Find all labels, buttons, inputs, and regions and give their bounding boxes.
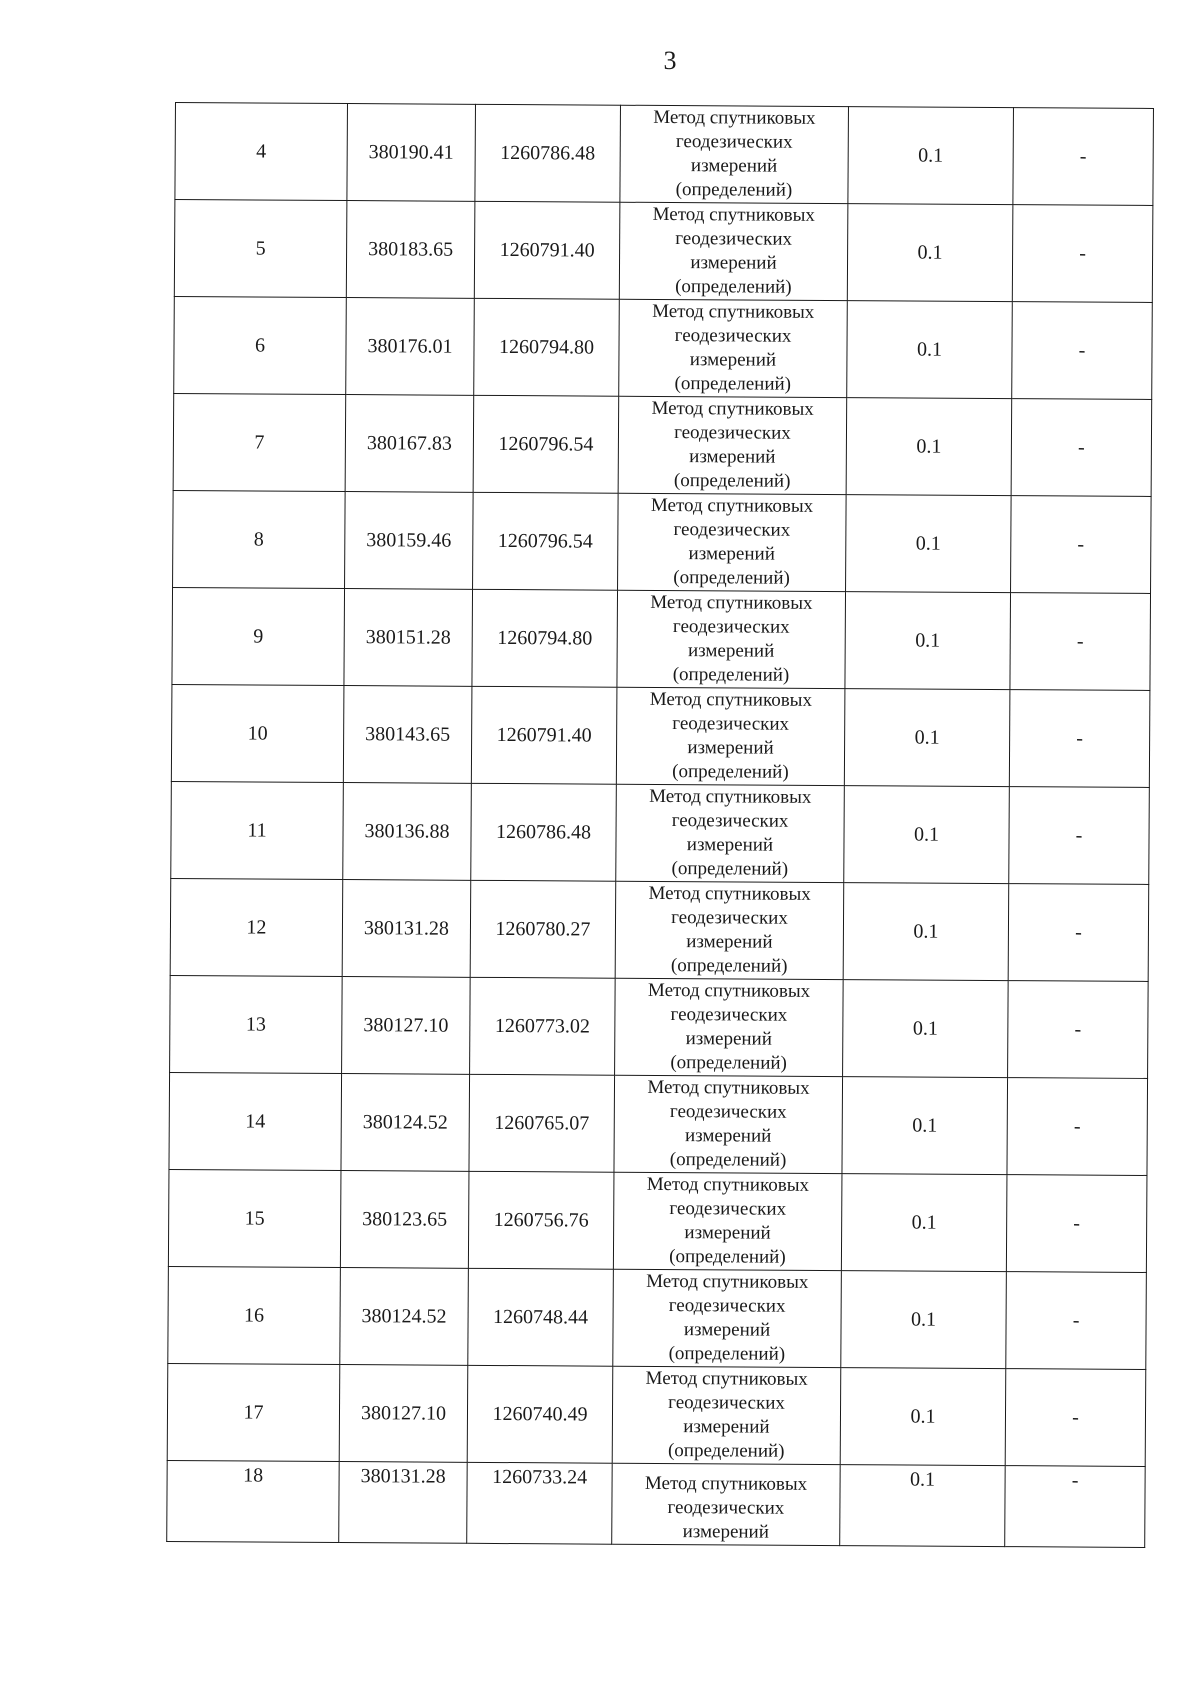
accuracy-cell: 0.1: [846, 398, 1012, 496]
method-cell: [618, 396, 847, 494]
method-line: геодезических: [672, 616, 790, 638]
point-number-cell: 5: [174, 200, 347, 298]
description-cell: -: [1009, 690, 1150, 788]
point-number-cell: 15: [168, 1169, 341, 1267]
point-number-cell: 13: [170, 975, 343, 1073]
method-line: измерений: [690, 155, 778, 177]
accuracy-cell: 0.1: [844, 689, 1010, 787]
method-line: (определений): [672, 761, 789, 783]
method-line: геодезических: [668, 1392, 785, 1414]
x-coordinate-cell: 380123.65: [340, 1171, 469, 1269]
point-number-cell: 18: [167, 1460, 339, 1542]
method-line: Метод спутниковых: [652, 203, 816, 226]
table-row: [167, 1363, 1146, 1466]
description-cell: -: [1007, 1078, 1148, 1176]
method-cell: [615, 978, 844, 1076]
method-line: Метод спутниковых: [651, 397, 814, 420]
method-line: измерений: [687, 737, 774, 759]
x-coordinate-cell: 380131.28: [342, 880, 471, 978]
description-cell: -: [1008, 884, 1149, 982]
y-coordinate-cell: 1260791.40: [474, 201, 620, 299]
method-line: (определений): [673, 567, 790, 589]
method-line: геодезических: [673, 519, 791, 541]
method-cell: [612, 1463, 840, 1545]
method-line: (определений): [669, 1149, 787, 1171]
method-cell: [613, 1269, 842, 1367]
method-line: измерений: [686, 931, 773, 953]
table-row: [175, 103, 1154, 206]
method-line: геодезических: [671, 907, 788, 929]
point-number-cell: 14: [169, 1072, 342, 1170]
point-number-cell: 4: [175, 103, 348, 201]
point-number-cell: 9: [172, 587, 345, 685]
method-line: (определений): [672, 664, 790, 686]
page-number: 3: [663, 46, 677, 75]
y-coordinate-cell: 1260791.40: [471, 686, 617, 784]
method-line: геодезических: [675, 228, 793, 250]
method-cell: [615, 881, 844, 979]
method-line: измерений: [685, 1028, 773, 1050]
method-line: геодезических: [672, 713, 790, 735]
y-coordinate-cell: 1260773.02: [470, 977, 616, 1075]
y-coordinate-cell: 1260748.44: [468, 1268, 614, 1366]
table-row: [174, 296, 1153, 399]
method-line: Метод спутниковых: [653, 106, 816, 129]
method-line: геодезических: [668, 1295, 786, 1317]
method-line: измерений: [689, 446, 776, 468]
y-coordinate-cell: 1260794.80: [474, 298, 620, 396]
method-line: геодезических: [675, 131, 793, 153]
method-cell: [616, 687, 845, 785]
method-line: измерений: [688, 543, 775, 565]
method-cell: [619, 202, 848, 300]
point-number-cell: 10: [171, 684, 344, 782]
method-cell: [617, 590, 846, 688]
method-line: геодезических: [674, 422, 791, 444]
table-row: [167, 1460, 1145, 1547]
method-line: геодезических: [669, 1101, 787, 1123]
method-cell: [619, 299, 848, 397]
method-line: Метод спутниковых: [647, 1076, 810, 1099]
point-number-cell: 7: [173, 393, 346, 491]
method-cell: [614, 1075, 843, 1173]
description-cell: -: [1005, 1466, 1145, 1548]
method-line: Метод спутниковых: [648, 882, 811, 905]
method-line: измерений: [686, 834, 774, 856]
method-line: Метод спутниковых: [650, 591, 813, 614]
method-line: геодезических: [667, 1497, 785, 1519]
method-line: Метод спутниковых: [646, 1173, 810, 1196]
y-coordinate-cell: 1260740.49: [467, 1365, 613, 1463]
method-cell: [613, 1172, 842, 1270]
accuracy-cell: 0.1: [846, 495, 1012, 593]
table-row: [170, 975, 1149, 1078]
table-row: [173, 393, 1152, 496]
accuracy-cell: 0.1: [847, 204, 1013, 302]
table-row: [172, 587, 1151, 690]
method-line: (определений): [673, 470, 791, 492]
method-line: (определений): [668, 1343, 786, 1365]
description-cell: -: [1011, 496, 1152, 594]
y-coordinate-cell: 1260786.48: [471, 783, 617, 881]
accuracy-cell: 0.1: [848, 107, 1014, 205]
method-line: Метод спутниковых: [644, 1472, 808, 1495]
table-row: [171, 781, 1150, 884]
table-row: [170, 878, 1149, 981]
accuracy-cell: 0.1: [847, 301, 1013, 399]
method-line: измерений: [683, 1319, 771, 1341]
method-line: геодезических: [671, 810, 789, 832]
method-line: (определений): [670, 1052, 787, 1074]
point-number-cell: 11: [171, 781, 344, 879]
x-coordinate-cell: 380124.52: [341, 1074, 470, 1172]
coordinates-table: [166, 102, 1154, 1548]
method-line: (определений): [675, 276, 792, 298]
accuracy-cell: 0.1: [842, 1077, 1008, 1175]
method-line: (определений): [674, 373, 792, 395]
table-row: [171, 684, 1150, 787]
method-cell: [616, 784, 845, 882]
method-line: измерений: [690, 252, 777, 274]
method-line: Метод спутниковых: [646, 1270, 809, 1293]
method-line: измерений: [684, 1222, 771, 1244]
description-cell: -: [1005, 1369, 1146, 1467]
point-number-cell: 17: [167, 1363, 340, 1461]
x-coordinate-cell: 380190.41: [347, 104, 476, 202]
y-coordinate-cell: 1260796.54: [473, 492, 619, 590]
accuracy-cell: 0.1: [841, 1174, 1007, 1272]
point-number-cell: 6: [174, 296, 347, 394]
accuracy-cell: 0.1: [840, 1368, 1006, 1466]
method-line: измерений: [683, 1416, 770, 1438]
description-cell: -: [1008, 981, 1149, 1079]
y-coordinate-cell: 1260794.80: [472, 589, 618, 687]
table-body: [167, 103, 1154, 1548]
method-line: измерений: [687, 640, 775, 662]
point-number-cell: 8: [173, 490, 346, 588]
point-number-cell: 16: [168, 1266, 341, 1364]
x-coordinate-cell: 380136.88: [343, 783, 472, 881]
table-row: [168, 1169, 1147, 1272]
y-coordinate-cell: 1260733.24: [467, 1462, 612, 1544]
method-line: Метод спутниковых: [649, 785, 812, 808]
description-cell: -: [1009, 787, 1150, 885]
description-cell: -: [1006, 1175, 1147, 1273]
accuracy-cell: 0.1: [844, 786, 1010, 884]
description-cell: -: [1011, 399, 1152, 497]
method-line: (определений): [675, 179, 793, 201]
description-cell: -: [1012, 302, 1153, 400]
accuracy-cell: 0.1: [843, 883, 1009, 981]
table-row: [174, 200, 1153, 303]
accuracy-cell: 0.1: [843, 980, 1009, 1078]
description-cell: -: [1013, 108, 1154, 206]
method-line: (определений): [670, 955, 788, 977]
x-coordinate-cell: 380151.28: [344, 589, 473, 687]
description-cell: -: [1012, 205, 1153, 303]
method-line: геодезических: [669, 1198, 787, 1220]
method-line: (определений): [669, 1246, 786, 1268]
y-coordinate-cell: 1260765.07: [469, 1074, 615, 1172]
method-line: геодезических: [674, 325, 792, 347]
x-coordinate-cell: 380167.83: [345, 395, 474, 493]
method-line: Метод спутниковых: [652, 300, 815, 323]
method-line: (определений): [667, 1440, 785, 1462]
x-coordinate-cell: 380127.10: [339, 1365, 468, 1463]
table-row: [169, 1072, 1148, 1175]
accuracy-cell: 0.1: [845, 592, 1011, 690]
table-row: [168, 1266, 1147, 1369]
x-coordinate-cell: 380124.52: [340, 1268, 469, 1366]
x-coordinate-cell: 380176.01: [346, 298, 475, 396]
y-coordinate-cell: 1260756.76: [468, 1171, 614, 1269]
accuracy-cell: 0.1: [840, 1465, 1005, 1547]
method-line: геодезических: [670, 1004, 788, 1026]
x-coordinate-cell: 380159.46: [345, 492, 474, 590]
x-coordinate-cell: 380183.65: [346, 201, 475, 299]
y-coordinate-cell: 1260796.54: [473, 395, 619, 493]
description-cell: -: [1010, 593, 1151, 691]
method-line: измерений: [689, 349, 777, 371]
point-number-cell: 12: [170, 878, 343, 976]
method-line: измерений: [682, 1521, 769, 1543]
method-cell: [612, 1366, 841, 1464]
method-cell: [618, 493, 847, 591]
method-line: (определений): [671, 858, 789, 880]
method-cell: [620, 105, 849, 203]
x-coordinate-cell: 380127.10: [342, 977, 471, 1075]
y-coordinate-cell: 1260780.27: [470, 880, 616, 978]
method-line: Метод спутниковых: [650, 494, 814, 517]
method-line: Метод спутниковых: [649, 688, 813, 711]
description-cell: -: [1006, 1272, 1147, 1370]
method-line: Метод спутниковых: [645, 1367, 808, 1390]
x-coordinate-cell: 380131.28: [339, 1462, 467, 1544]
table-row: [173, 490, 1152, 593]
y-coordinate-cell: 1260786.48: [475, 104, 621, 202]
method-line: измерений: [684, 1125, 772, 1147]
accuracy-cell: 0.1: [841, 1271, 1007, 1369]
method-line: Метод спутниковых: [647, 979, 811, 1002]
x-coordinate-cell: 380143.65: [343, 686, 472, 784]
